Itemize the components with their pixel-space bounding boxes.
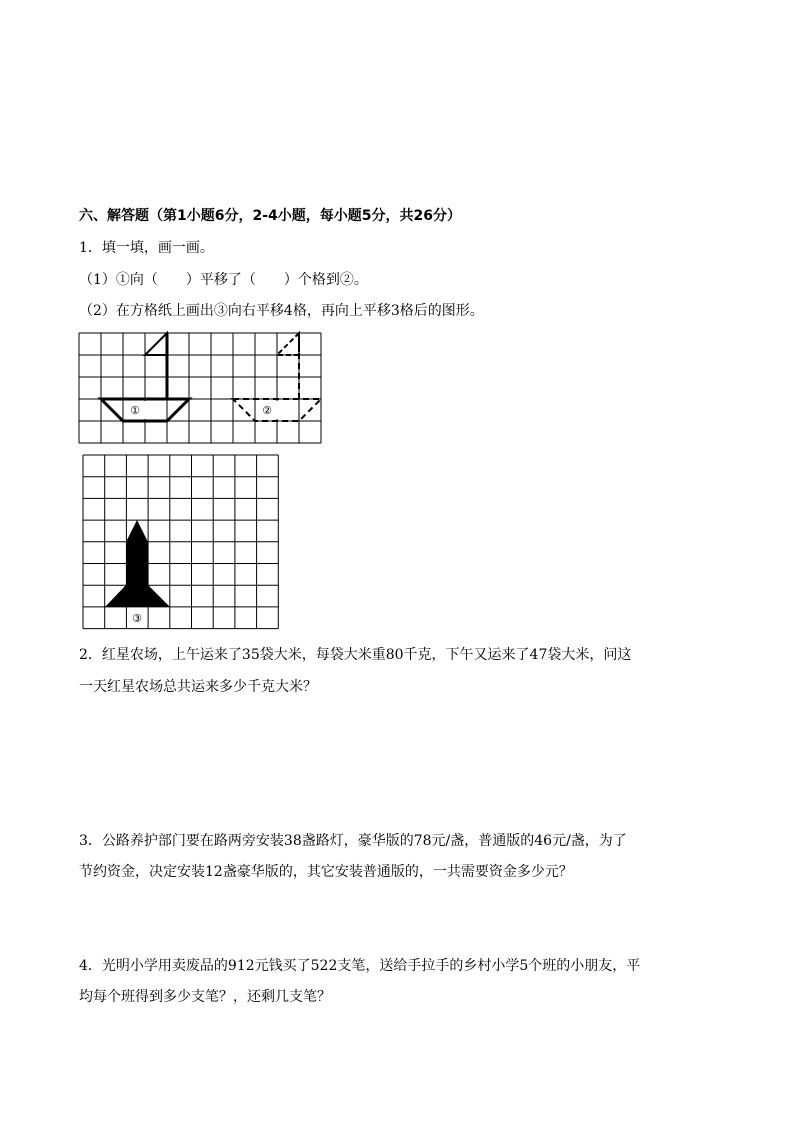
q4-line2: 均每个班得到多少支笔？，还剩几支笔？ [79, 989, 331, 1005]
q3-line1: 3．公路养护部门要在路两旁安装38盏路灯，豪华版的78元/盏，普通版的46元/盏，为了 [79, 833, 627, 849]
q2-line2: 一天红星农场总共运来多少千克大米？ [79, 679, 317, 695]
q2-line1: 2．红星农场，上午运来了35袋大米，每袋大米重80千克，下午又运来了47袋大米，问这 [79, 647, 632, 663]
q4-line1: 4．光明小学用卖废品的912元钱买了522支笔，送给手拉手的乡村小学5个班的小朋友，平 [79, 958, 641, 974]
q1-part1: （1）①向（ ）平移了（ ）个格到②。 [79, 272, 368, 288]
grid-2-figure [83, 455, 279, 629]
q3-line2: 节约资金，决定安装12盏豪华版的，其它安装普通版的，一共需要资金多少元？ [79, 864, 573, 880]
label-2: ② [262, 404, 272, 417]
q1-title: 1．填一填，画一画。 [79, 240, 214, 256]
section-title: 六、解答题（第1小题6分，2-4小题，每小题5分，共26分） [79, 208, 461, 224]
grid-1-lines [79, 333, 321, 443]
label-1: ① [130, 404, 140, 417]
q1-part2: （2）在方格纸上画出③向右平移4格，再向上平移3格后的图形。 [79, 303, 484, 319]
label-3: ③ [132, 612, 142, 625]
grid-1-figure [79, 333, 321, 443]
